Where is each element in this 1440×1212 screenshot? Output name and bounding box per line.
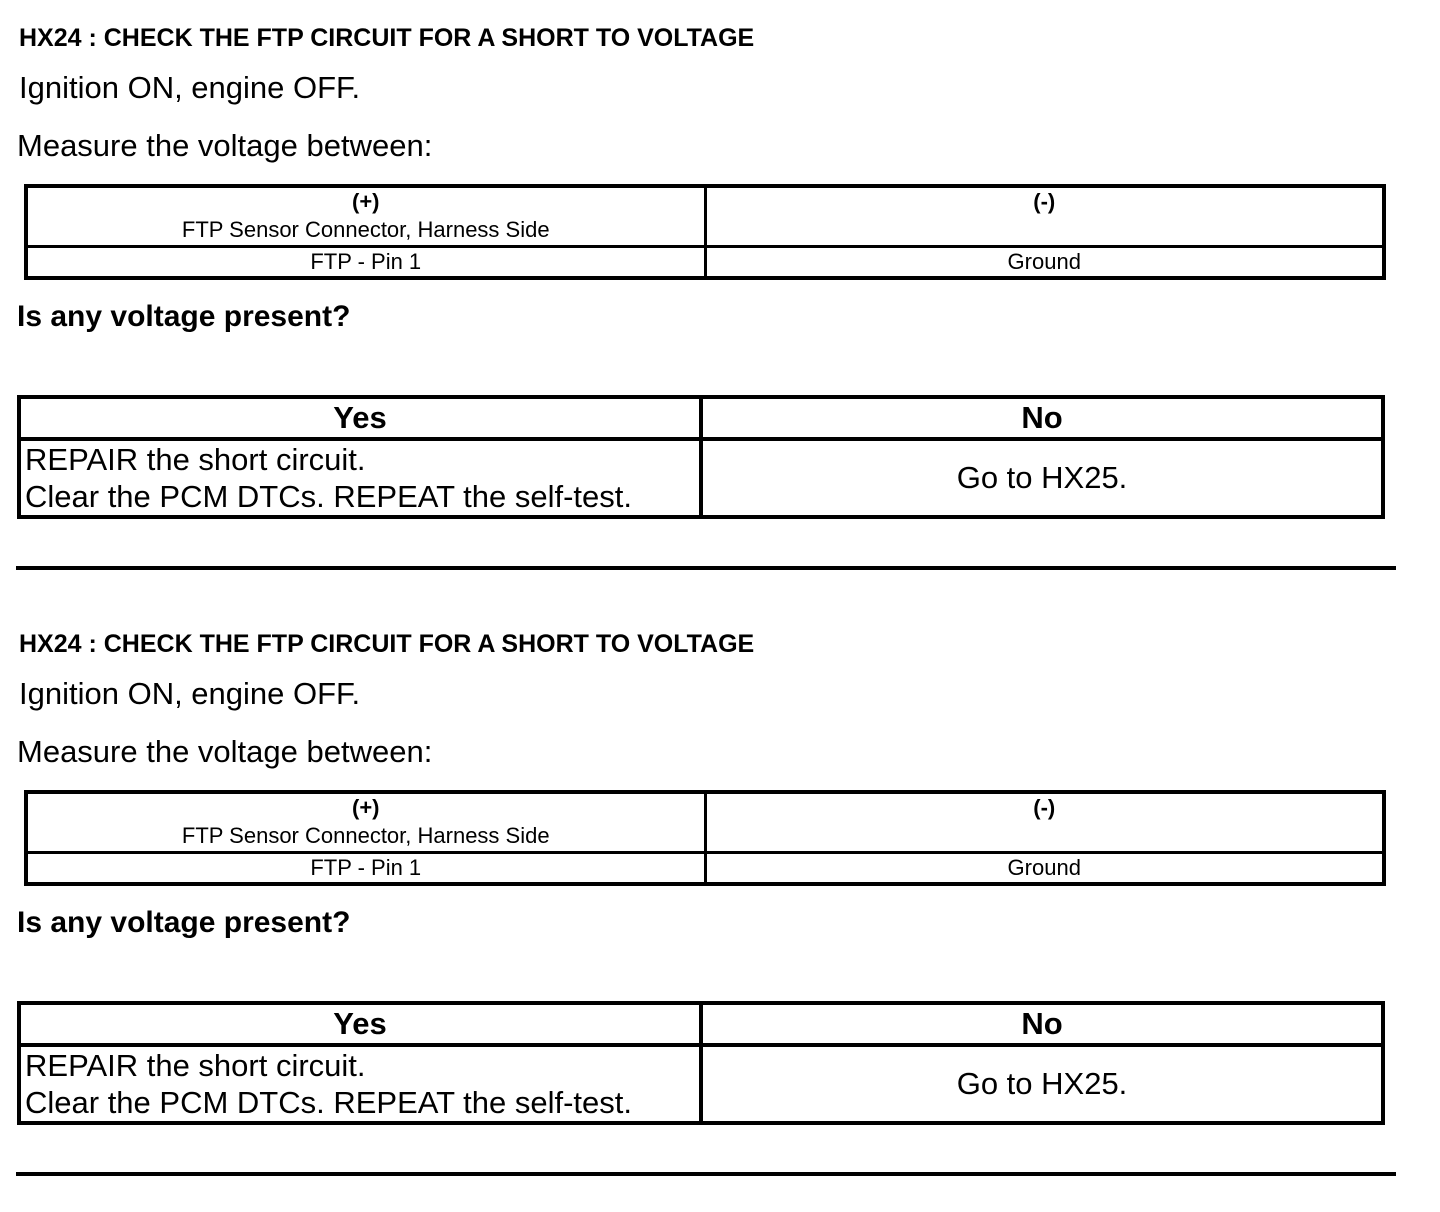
diagnostic-question: Is any voltage present?	[17, 300, 351, 333]
answer-table	[17, 1001, 1385, 1125]
step-title: HX24 : CHECK THE FTP CIRCUIT FOR A SHORT TO VOLTAGE	[19, 630, 755, 658]
positive-lead-header	[26, 186, 705, 246]
no-header: No	[701, 1003, 1383, 1045]
measurement-header-row	[26, 186, 1384, 246]
test-condition: Ignition ON, engine OFF.	[19, 70, 361, 105]
diagnostic-question: Is any voltage present?	[17, 906, 351, 939]
negative-lead-header	[705, 186, 1384, 246]
positive-point: FTP - Pin 1	[26, 852, 705, 884]
answer-body-row	[19, 439, 1383, 517]
positive-point: FTP - Pin 1	[26, 246, 705, 278]
positive-location: FTP Sensor Connector, Harness Side	[181, 217, 550, 242]
yes-action	[19, 439, 701, 517]
measurement-table	[24, 790, 1386, 886]
answer-header-row	[19, 1003, 1383, 1045]
section-divider	[16, 566, 1396, 570]
measure-instruction: Measure the voltage between:	[17, 734, 433, 769]
positive-symbol: (+)	[352, 795, 380, 820]
measurement-table	[24, 184, 1386, 280]
measurement-header-row	[26, 792, 1384, 852]
no-action: Go to HX25.	[701, 1045, 1383, 1123]
yes-header: Yes	[19, 1003, 701, 1045]
no-header: No	[701, 397, 1383, 439]
yes-header: Yes	[19, 397, 701, 439]
yes-action	[19, 1045, 701, 1123]
answer-table	[17, 395, 1385, 519]
negative-symbol: (-)	[1033, 189, 1056, 214]
yes-action-line-2: Clear the PCM DTCs. REPEAT the self-test.	[25, 1085, 632, 1120]
positive-symbol: (+)	[352, 189, 380, 214]
yes-action-line-1: REPAIR the short circuit.	[25, 1048, 366, 1083]
measurement-value-row	[26, 246, 1384, 278]
yes-action-line-1: REPAIR the short circuit.	[25, 442, 366, 477]
negative-point: Ground	[705, 852, 1384, 884]
negative-symbol: (-)	[1033, 795, 1056, 820]
measure-instruction: Measure the voltage between:	[17, 128, 433, 163]
test-condition: Ignition ON, engine OFF.	[19, 676, 361, 711]
step-title: HX24 : CHECK THE FTP CIRCUIT FOR A SHORT TO VOLTAGE	[19, 24, 755, 52]
answer-body-row	[19, 1045, 1383, 1123]
measurement-value-row	[26, 852, 1384, 884]
section-divider	[16, 1172, 1396, 1176]
negative-lead-header	[705, 792, 1384, 852]
no-action: Go to HX25.	[701, 439, 1383, 517]
positive-lead-header	[26, 792, 705, 852]
negative-point: Ground	[705, 246, 1384, 278]
positive-location: FTP Sensor Connector, Harness Side	[181, 823, 550, 848]
yes-action-line-2: Clear the PCM DTCs. REPEAT the self-test.	[25, 479, 632, 514]
diagnostic-step-2	[0, 606, 1440, 1212]
answer-header-row	[19, 397, 1383, 439]
